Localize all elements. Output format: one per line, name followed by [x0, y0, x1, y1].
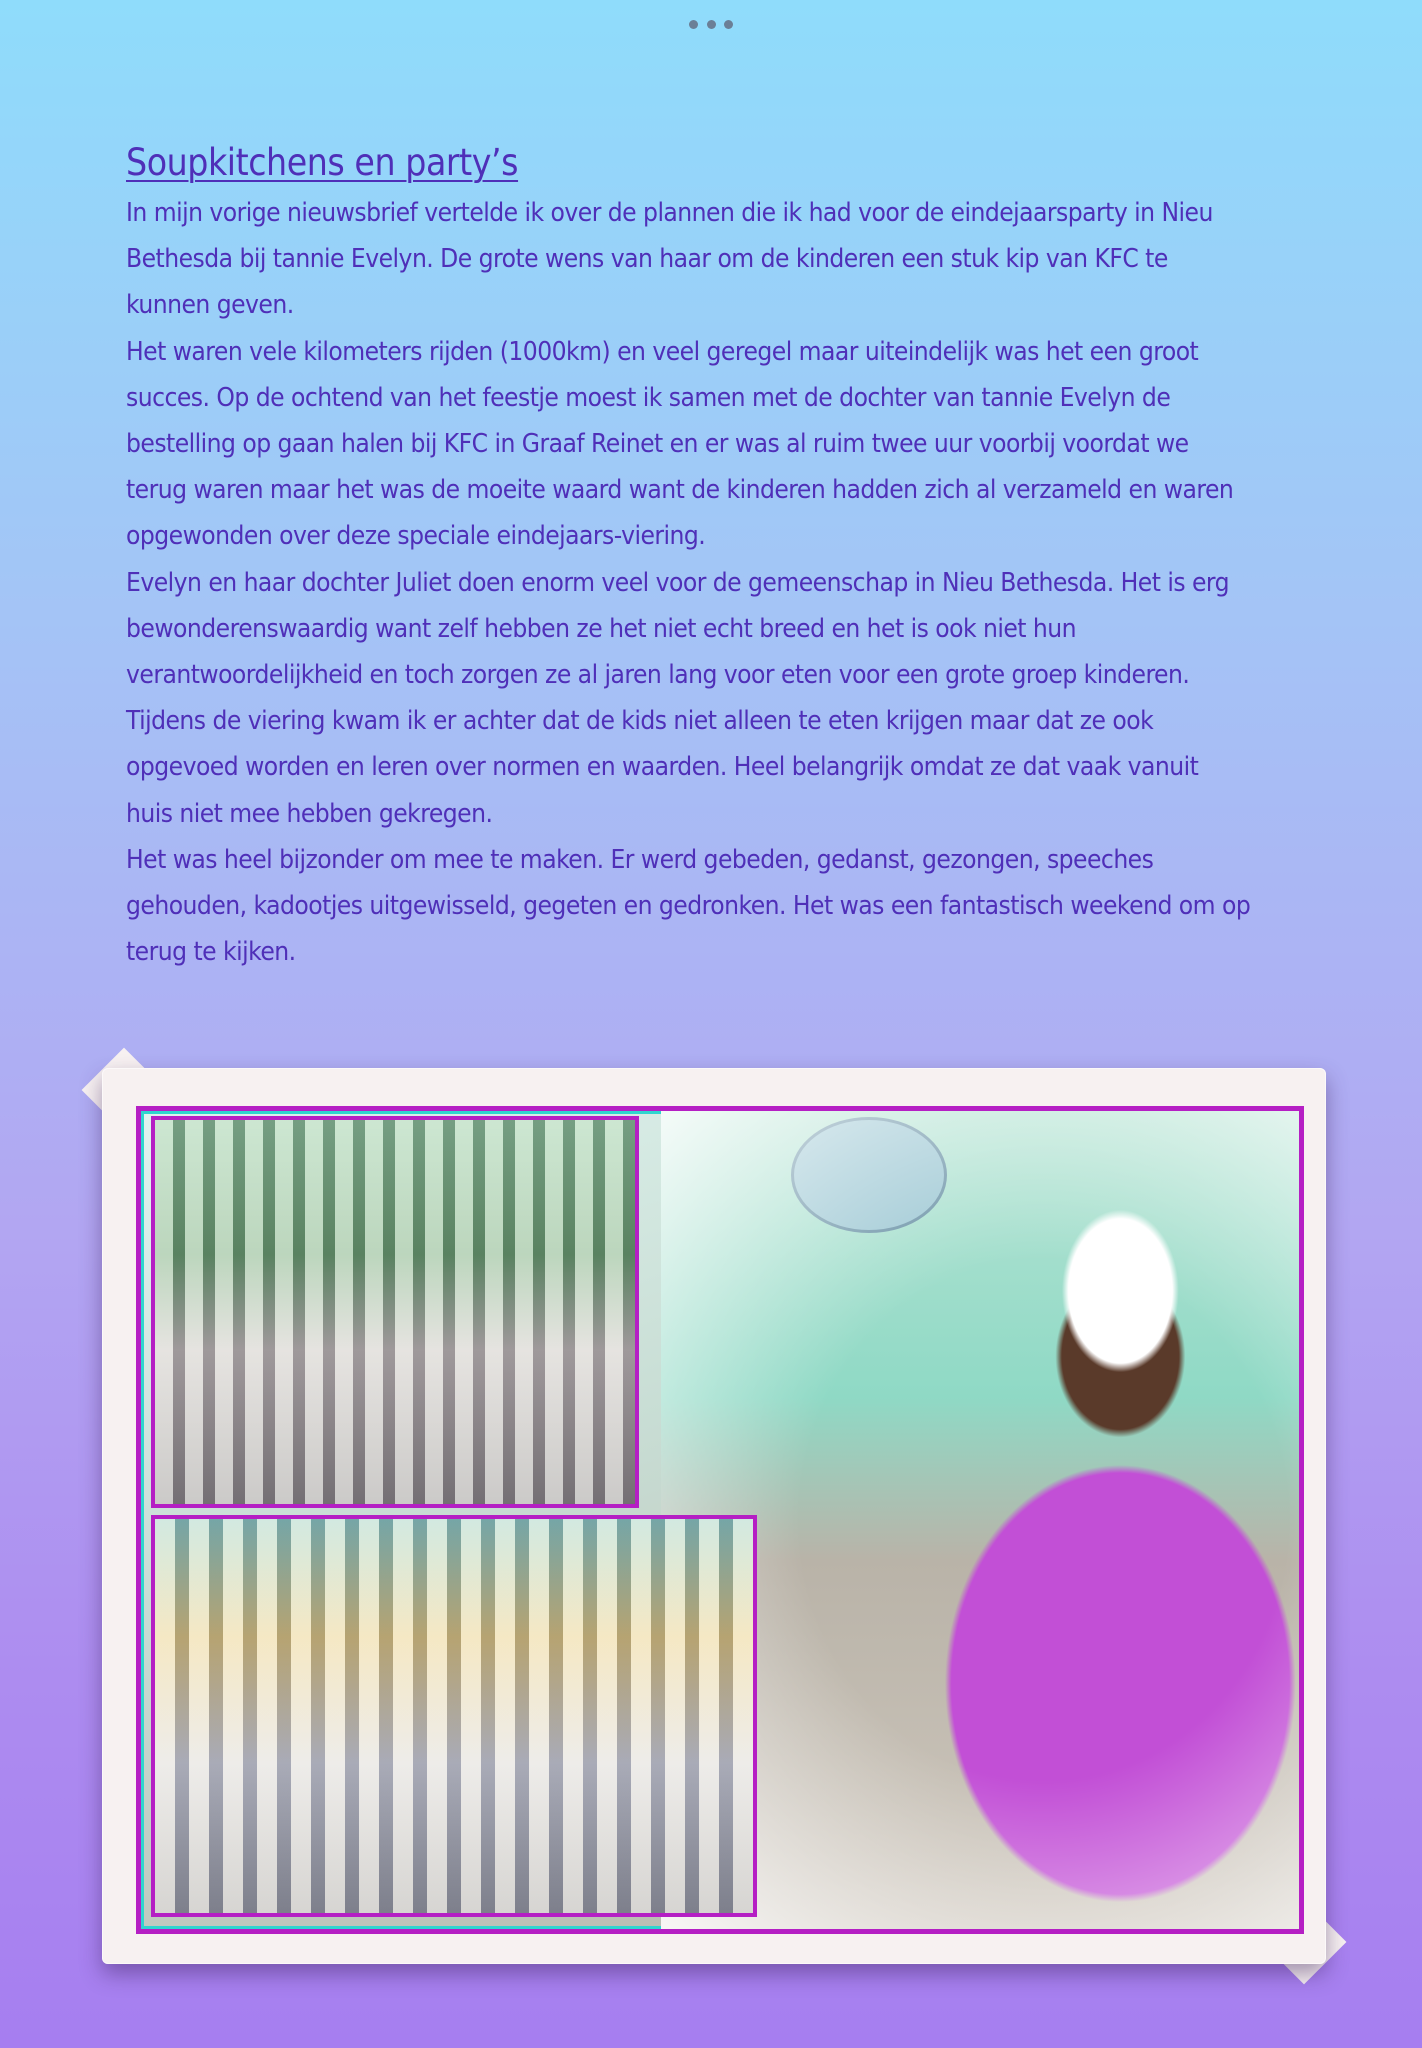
- text-line: Tijdens de viering kwam ik er achter dat de kids niet alleen te eten krijgen maar dat ze ook: [126, 706, 1154, 737]
- text-line: Evelyn en haar dochter Juliet doen enorm veel voor de gemeenschap in Nieu Bethesda. Het is erg: [126, 567, 1230, 598]
- text-line: huis niet mee hebben gekregen.: [126, 798, 493, 829]
- text-line: verantwoordelijkheid en toch zorgen ze al jaren lang voor eten voor een grote groep kinderen.: [126, 660, 1190, 691]
- text-line: gehouden, kadootjes uitgewisseld, gegeten en gedronken. Het was een fantastisch weekend om op: [126, 891, 1251, 922]
- paragraph-2: [126, 329, 1306, 560]
- text-line: terug te kijken.: [126, 937, 296, 968]
- dot: [707, 20, 716, 29]
- paragraph-1: [126, 190, 1306, 329]
- text-line: kunnen geven.: [126, 290, 294, 321]
- more-options-icon[interactable]: [689, 16, 733, 32]
- text-line: Bethesda bij tannie Evelyn. De grote wens van haar om de kinderen een stuk kip van KFC te: [126, 244, 1168, 275]
- paragraph-4: [126, 837, 1306, 976]
- text-line: Het was heel bijzonder om mee te maken. Er werd gebeden, gedanst, gezongen, speeches: [126, 844, 1154, 875]
- eetplek-sign-image: [791, 1117, 947, 1233]
- text-line: In mijn vorige nieuwsbrief vertelde ik over de plannen die ik had voor de eindejaarsparty in Nieu: [126, 198, 1213, 228]
- text-line: opgevoed worden en leren over normen en waarden. Heel belangrijk omdat ze dat vaak vanuit: [126, 752, 1199, 783]
- article: [126, 140, 1306, 975]
- photo-collage-frame: [102, 1068, 1326, 1964]
- text-line: bestelling op gaan halen bij KFC in Graaf Reinet en er was al ruim twee uur voorbij voordat we: [126, 429, 1189, 460]
- paragraph-3: [126, 560, 1306, 837]
- photo-group-children-top: [151, 1116, 639, 1508]
- text-line: succes. Op de ochtend van het feestje moest ik samen met de dochter van tannie Evelyn de: [126, 382, 1171, 413]
- photo-collage: [136, 1106, 1304, 1934]
- text-line: Het waren vele kilometers rijden (1000km) en veel geregel maar uiteindelijk was het een groot: [126, 336, 1199, 367]
- dot: [724, 20, 733, 29]
- article-title: Soupkitchens en party’s: [126, 141, 519, 184]
- text-line: terug waren maar het was de moeite waard want de kinderen hadden zich al verzameld en waren: [126, 475, 1234, 506]
- text-line: bewonderenswaardig want zelf hebben ze het niet echt breed en het is ook niet hun: [126, 613, 1077, 644]
- dot: [689, 20, 698, 29]
- photo-group-children-bottom: [151, 1515, 757, 1917]
- text-line: opgewonden over deze speciale eindejaars-viering.: [126, 521, 706, 552]
